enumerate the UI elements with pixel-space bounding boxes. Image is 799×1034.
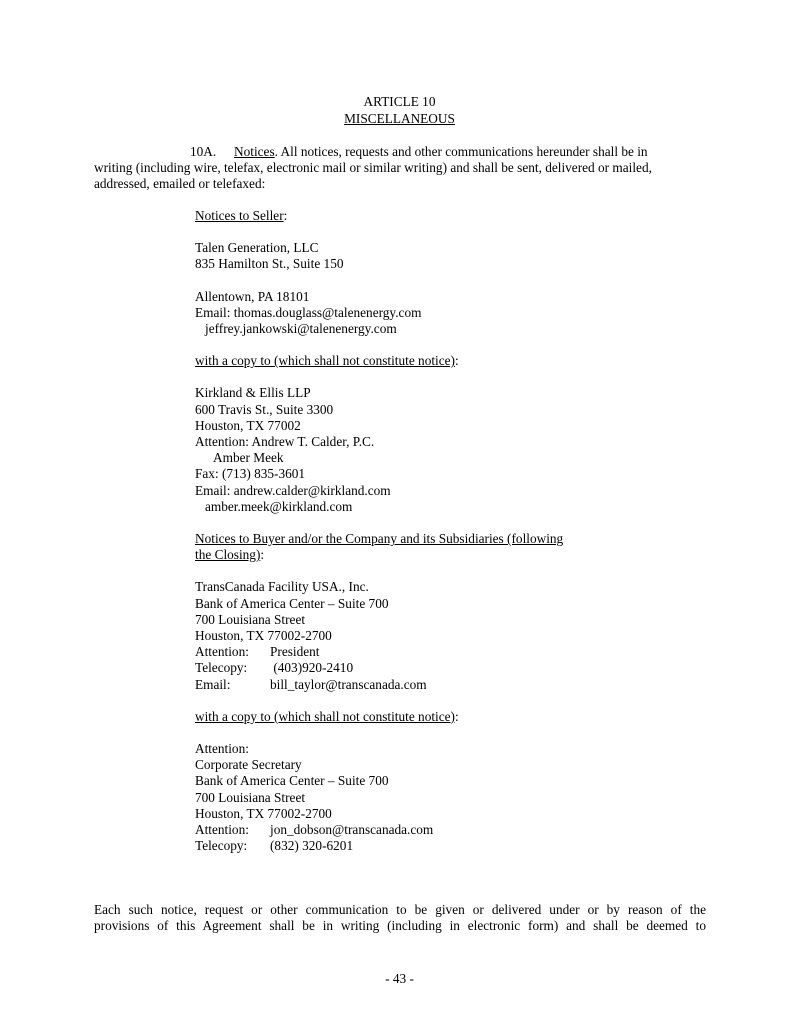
- buyer-copy-telecopy-value: (832) 320-6201: [270, 838, 354, 854]
- seller-email-label: Email:: [195, 304, 234, 320]
- seller-copy-attention-2: Amber Meek: [213, 450, 284, 466]
- page-number: - 43 -: [385, 971, 414, 986]
- buyer-copy-title: Corporate Secretary: [195, 757, 302, 773]
- buyer-heading-2: the Closing):: [195, 547, 265, 563]
- buyer-copy-address-2: 700 Louisiana Street: [195, 789, 306, 805]
- buyer-copy-address-1: Bank of America Center – Suite 700: [195, 773, 389, 789]
- closing-paragraph: [94, 902, 706, 934]
- seller-heading: Notices to Seller:: [195, 208, 288, 223]
- seller-copy-city: Houston, TX 77002: [195, 417, 301, 433]
- buyer-attention: [195, 644, 715, 660]
- buyer-copy-attention-label: Attention:: [195, 822, 249, 838]
- buyer-copy-city: Houston, TX 77002-2700: [195, 805, 332, 821]
- notices-paragraph-line1: [94, 144, 706, 160]
- notices-paragraph: [94, 144, 706, 193]
- seller-email-line1: [195, 305, 715, 321]
- seller-company: Talen Generation, LLC: [195, 240, 319, 256]
- seller-heading-text: Notices to Seller: [195, 208, 284, 223]
- buyer-address-2: 700 Louisiana Street: [195, 611, 306, 627]
- seller-copy-email-line1: [195, 483, 715, 499]
- section-number: 10A.: [190, 144, 217, 159]
- buyer-email-label: Email:: [195, 676, 231, 692]
- buyer-telecopy-value: (403)920-2410: [270, 660, 354, 676]
- buyer-email-value: bill_taylor@transcanada.com: [270, 676, 427, 692]
- seller-copy-email-1: andrew.calder@kirkland.com: [233, 482, 391, 498]
- seller-copy-email-label: Email:: [195, 482, 234, 498]
- article-number: ARTICLE 10: [363, 94, 436, 109]
- seller-copy-attention-1: Andrew T. Calder, P.C.: [251, 434, 375, 450]
- buyer-email: [195, 677, 715, 693]
- seller-copy-attention-label: Attention:: [195, 434, 252, 450]
- buyer-heading-1: [195, 531, 715, 547]
- buyer-attention-value: President: [270, 644, 320, 660]
- buyer-copy-heading-text: with a copy to (which shall not constitute notice): [195, 708, 455, 724]
- seller-city: Allentown, PA 18101: [195, 288, 310, 304]
- closing-line-2: provisions of this Agreement shall be in writing (including in electronic form) and shall be deemed to: [94, 918, 706, 934]
- seller-copy-firm: Kirkland & Ellis LLP: [195, 385, 311, 401]
- article-title-text: MISCELLANEOUS: [344, 111, 455, 126]
- section-text-1: . All notices, requests and other communications hereunder shall be in: [274, 144, 648, 159]
- seller-copy-fax: Fax: (713) 835-3601: [195, 466, 306, 482]
- buyer-copy-attention-top: Attention:: [195, 741, 249, 757]
- seller-email-2: jeffrey.jankowski@talenenergy.com: [205, 321, 397, 337]
- buyer-address-1: Bank of America Center – Suite 700: [195, 595, 389, 611]
- buyer-attention-label: Attention:: [195, 644, 249, 660]
- article-title: [0, 111, 799, 127]
- buyer-copy-attention: [195, 822, 715, 838]
- seller-copy-email-2: amber.meek@kirkland.com: [205, 498, 353, 514]
- closing-line-1: Each such notice, request or other communication to be given or delivered under or by reason of the: [94, 902, 706, 917]
- buyer-company: TransCanada Facility USA., Inc.: [195, 579, 369, 595]
- notices-paragraph-line3: addressed, emailed or telefaxed:: [94, 176, 266, 192]
- seller-email-1: thomas.douglass@talenenergy.com: [233, 304, 422, 320]
- seller-copy-attention: [195, 434, 715, 450]
- seller-copy-address: 600 Travis St., Suite 3300: [195, 401, 334, 417]
- notices-paragraph-line2: writing (including wire, telefax, electronic mail or similar writing) and shall be sent, delivered or mailed,: [94, 160, 652, 176]
- buyer-telecopy-label: Telecopy:: [195, 660, 248, 676]
- buyer-copy-telecopy: [195, 838, 715, 854]
- buyer-telecopy: [195, 660, 715, 676]
- section-title: Notices: [234, 144, 275, 159]
- buyer-copy-telecopy-label: Telecopy:: [195, 838, 248, 854]
- buyer-city: Houston, TX 77002-2700: [195, 628, 332, 644]
- seller-copy-heading-text: with a copy to (which shall not constitute notice): [195, 353, 455, 369]
- buyer-copy-attention-value: jon_dobson@transcanada.com: [270, 822, 434, 838]
- buyer-copy-heading: with a copy to (which shall not constitute notice):: [195, 708, 459, 724]
- seller-address: 835 Hamilton St., Suite 150: [195, 256, 344, 272]
- seller-notice-block: [195, 208, 715, 855]
- buyer-heading-text-1: Notices to Buyer and/or the Company and its Subsidiaries (following: [195, 531, 564, 547]
- seller-copy-heading: with a copy to (which shall not constitute notice):: [195, 353, 459, 369]
- buyer-heading-text-2: the Closing): [195, 547, 261, 563]
